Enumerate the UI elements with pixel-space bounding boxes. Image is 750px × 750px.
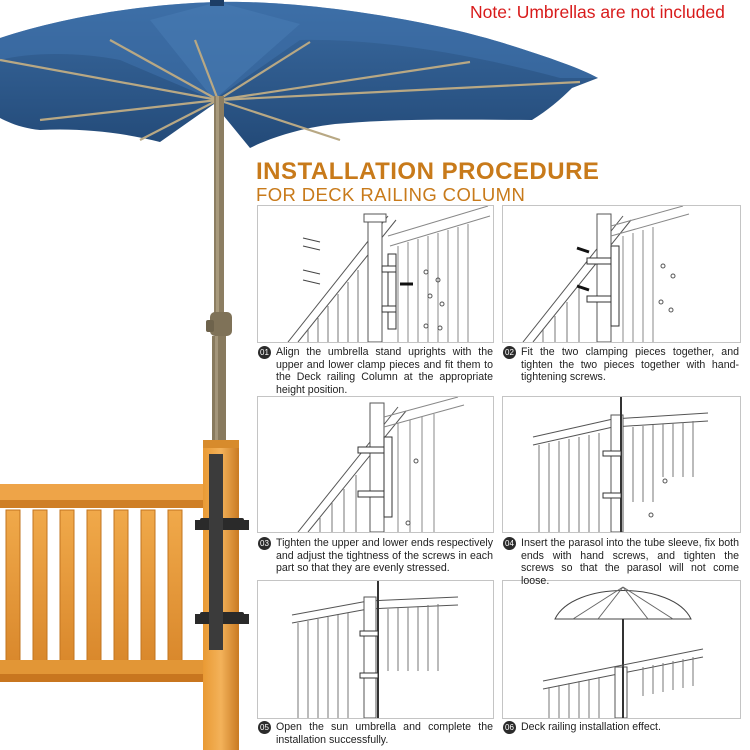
step-1-diagram bbox=[257, 205, 494, 343]
step-5-text bbox=[258, 721, 493, 746]
step-3-diagram bbox=[257, 396, 494, 533]
step-number: 04 bbox=[503, 537, 516, 550]
step-description: Deck railing installation effect. bbox=[521, 721, 661, 733]
step-description: Align the umbrella stand uprights with the upper and lower clamp pieces and fit them to the Deck railing Column at the appropriate height position. bbox=[276, 346, 493, 396]
step-6-text bbox=[503, 721, 739, 734]
step-5-diagram bbox=[257, 580, 494, 719]
step-description: Fit the two clamping pieces together, and tighten the two pieces together with hand-tightening screws. bbox=[521, 346, 739, 384]
step-description: Open the sun umbrella and complete the installation successfully. bbox=[276, 721, 493, 746]
step-description: Tighten the upper and lower ends respectively and adjust the tightness of the screws in each part so that they are evenly stressed. bbox=[276, 537, 493, 575]
step-6-diagram bbox=[502, 580, 741, 719]
step-4-text bbox=[503, 537, 739, 587]
step-number: 02 bbox=[503, 346, 516, 359]
umbrella-pole bbox=[206, 96, 232, 456]
step-number: 05 bbox=[258, 721, 271, 734]
step-2-text bbox=[503, 346, 739, 384]
note-text: Note: Umbrellas are not included bbox=[470, 2, 725, 22]
step-number: 03 bbox=[258, 537, 271, 550]
step-number: 01 bbox=[258, 346, 271, 359]
step-number: 06 bbox=[503, 721, 516, 734]
step-4-diagram bbox=[502, 396, 741, 533]
procedure-subtitle: FOR DECK RAILING COLUMN bbox=[256, 184, 526, 205]
step-2-diagram bbox=[502, 205, 741, 343]
step-description: Insert the parasol into the tube sleeve, fix both ends with hand screws, and tighten the screws so that the parasol will not come loose. bbox=[521, 537, 739, 587]
step-3-text bbox=[258, 537, 493, 575]
step-1-text bbox=[258, 346, 493, 396]
procedure-title: INSTALLATION PROCEDURE bbox=[256, 158, 600, 185]
wooden-railing bbox=[0, 440, 249, 750]
